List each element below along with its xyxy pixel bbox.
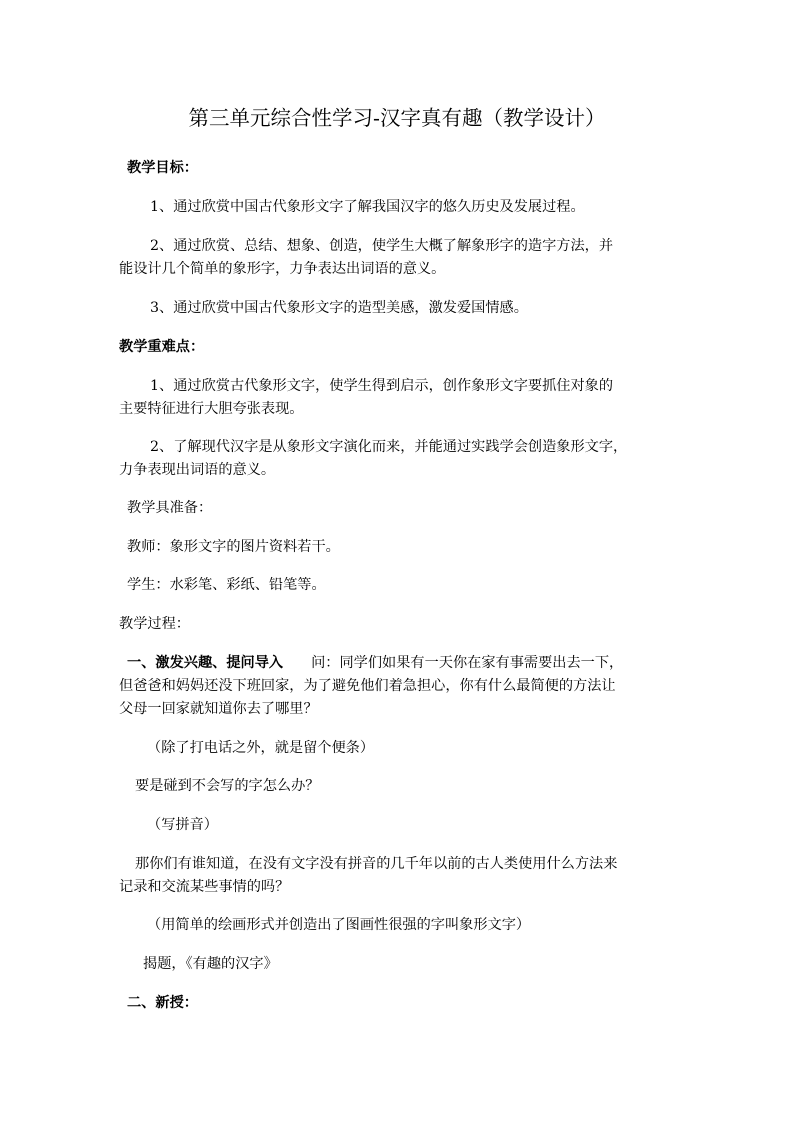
section-1-line-1 [127, 652, 623, 674]
topic-reveal: 揭题，《有趣的汉字》 [143, 956, 278, 972]
question-3-line-2: 记录和交流某些事情的吗？ [119, 879, 290, 895]
prep-teacher: 教师：象形文字的图片资料若干。 [127, 539, 340, 555]
answer-1: （除了打电话之外，就是留个便条） [147, 740, 375, 756]
section-1-line-3: 父母一回家就知道你去了哪里？ [119, 701, 318, 717]
key-point-1-line-2: 主要特征进行大胆夸张表现。 [119, 401, 304, 417]
document-title: 第三单元综合性学习-汉字真有趣（教学设计） [188, 106, 606, 130]
section-1-line-2: 但爸爸和妈妈还没下班回家，为了避免他们着急担心，你有什么最简便的方法让 [119, 678, 616, 694]
goal-item-1: 1、通过欣赏中国古代象形文字了解我国汉字的悠久历史及发展过程。 [150, 199, 585, 215]
answer-2: （写拼音） [147, 817, 218, 833]
key-point-2-line-1: 2、了解现代汉字是从象形文字演化而来，并能通过实践学会创造象形文字， [150, 439, 628, 455]
prep-heading: 教学具准备： [127, 500, 213, 516]
question-2: 要是碰到不会写的字怎么办？ [135, 778, 320, 794]
goal-item-2-line-2: 能设计几个简单的象形字，力争表达出词语的意义。 [119, 261, 446, 277]
section-1-title: 一、激发兴趣、提问导入 [127, 655, 284, 671]
key-points-heading: 教学重难点： [119, 339, 205, 355]
section-2-title: 二、新授： [127, 995, 198, 1011]
process-heading: 教学过程： [119, 616, 190, 632]
key-point-1-line-1: 1、通过欣赏古代象形文字，使学生得到启示，创作象形文字要抓住对象的 [150, 378, 614, 394]
section-1-question-start: 问：同学们如果有一天你在家有事需要出去一下， [311, 655, 624, 671]
question-3-line-1: 那你们有谁知道，在没有文字没有拼音的几千年以前的古人类使用什么方法来 [135, 856, 618, 872]
answer-3: （用简单的绘画形式并创造出了图画性很强的字叫象形文字） [147, 917, 531, 933]
key-point-2-line-2: 力争表现出词语的意义。 [119, 462, 276, 478]
prep-student: 学生：水彩笔、彩纸、铅笔等。 [127, 577, 326, 593]
goal-item-2-line-1: 2、通过欣赏、总结、想象、创造，使学生大概了解象形字的造字方法，并 [150, 238, 614, 254]
goals-heading: 教学目标： [127, 160, 198, 176]
goal-item-3: 3、通过欣赏中国古代象形文字的造型美感，激发爱国情感。 [150, 300, 528, 316]
